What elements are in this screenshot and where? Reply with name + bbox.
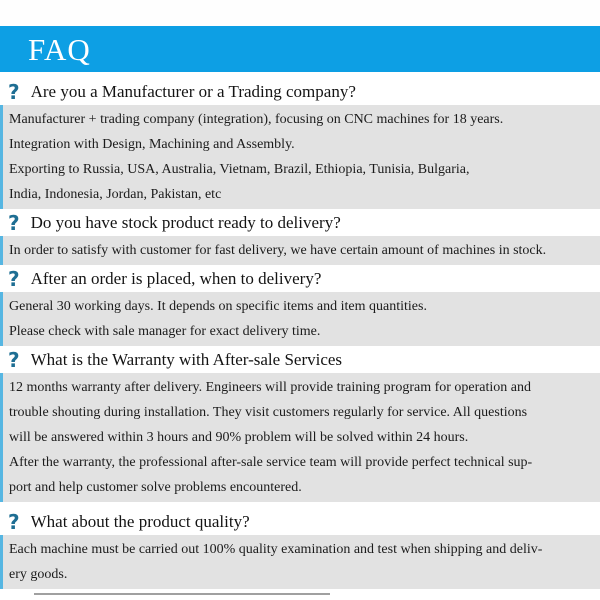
faq-header-bar xyxy=(0,26,600,72)
faq-question-5 xyxy=(0,508,600,535)
bottom-divider xyxy=(34,593,330,595)
faq-answer-2: In order to satisfy with customer for fast delivery, we have certain amount of machines in stock. xyxy=(0,236,600,265)
question-text: What is the Warranty with After-sale Services xyxy=(30,349,343,369)
faq-list xyxy=(0,78,600,589)
faq-answer-4: 12 months warranty after delivery. Engineers will provide training program for operation and trouble shouting during installation. They visit customers regularly for service. All questions will be answered within 3 hours and 90% problem will be solved within 24 hours. After the warranty, the professional after-sale service team will provide perfect technical sup- port and help customer solve problems encountered. xyxy=(0,373,600,502)
faq-answer-1: Manufacturer + trading company (integration), focusing on CNC machines for 18 years. Integration with Design, Machining and Assembly. Exporting to Russia, USA, Australia, Vietnam, Brazil, Ethiopia, Tunisia, Bulgaria, India, Indonesia, Jordan, Pakistan, etc xyxy=(0,105,600,209)
faq-question-4 xyxy=(0,346,600,373)
faq-answer-3: General 30 working days. It depends on specific items and item quantities. Please check with sale manager for exact delivery time. xyxy=(0,292,600,346)
question-mark-icon: ? xyxy=(8,509,20,534)
question-mark-icon: ? xyxy=(8,347,20,372)
question-mark-icon: ? xyxy=(8,266,20,291)
faq-question-2 xyxy=(0,209,600,236)
question-text: Do you have stock product ready to delivery? xyxy=(30,212,341,232)
question-mark-icon: ? xyxy=(8,79,20,104)
faq-title: FAQ xyxy=(28,31,91,67)
faq-question-1 xyxy=(0,78,600,105)
question-text: Are you a Manufacturer or a Trading company? xyxy=(30,81,356,101)
faq-question-3 xyxy=(0,265,600,292)
question-text: What about the product quality? xyxy=(30,511,250,531)
top-margin xyxy=(0,0,600,26)
faq-answer-5: Each machine must be carried out 100% quality examination and test when shipping and deliv- ery goods. xyxy=(0,535,600,589)
question-text: After an order is placed, when to delivery? xyxy=(30,268,322,288)
question-mark-icon: ? xyxy=(8,210,20,235)
